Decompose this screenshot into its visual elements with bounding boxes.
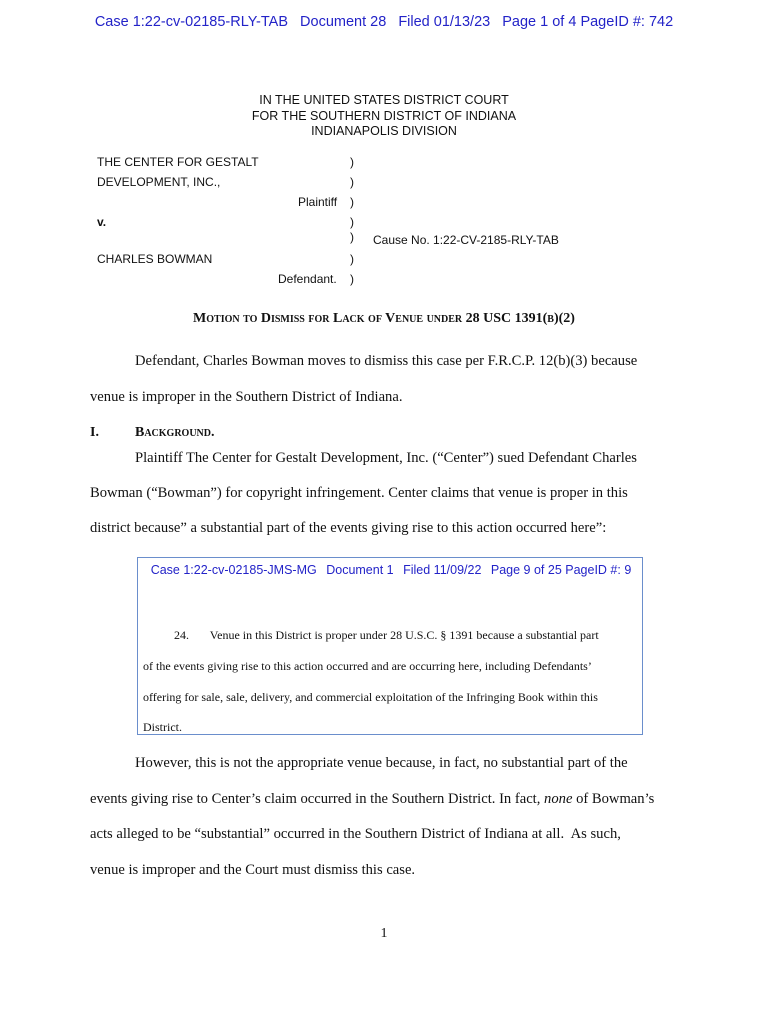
paragraph-2-line-3: district because” a substantial part of the events giving rise to this action occurred here”: (90, 520, 607, 536)
complaint-excerpt-image (137, 557, 643, 735)
paragraph-3-line-2-start: events giving rise to Center’s claim occurred in the Southern District. In fact, (90, 791, 545, 807)
excerpt-line-1: 24. Venue in this District is proper under 28 U.S.C. § 1391 because a substantial part (174, 628, 599, 642)
excerpt-stamp-case-number: Case 1:22-cv-02185-JMS-MG (150, 563, 317, 577)
caption-paren: ) (350, 252, 354, 266)
stamp-page-info: Page 1 of 4 PageID #: 742 (502, 14, 674, 30)
excerpt-ecf-stamp (138, 563, 644, 577)
excerpt-stamp-page-info: Page 9 of 25 PageID #: 9 (490, 563, 632, 577)
excerpt-stamp-document-number: Document 1 (326, 563, 394, 577)
page-number: 1 (380, 926, 388, 941)
caption-paren: ) (350, 195, 354, 209)
paragraph-2-line-2: Bowman (“Bowman”) for copyright infringement. Center claims that venue is proper in this (90, 485, 628, 501)
ecf-header-stamp (0, 14, 768, 30)
stamp-case-number: Case 1:22-cv-02185-RLY-TAB (94, 14, 288, 30)
court-name-line-2: FOR THE SOUTHERN DISTRICT OF INDIANA (251, 109, 517, 123)
section-number: I. (90, 425, 99, 440)
motion-title: Motion to Dismiss for Lack of Venue under 28 USC 1391(b)(2) (193, 311, 575, 326)
plaintiff-name-line-2: DEVELOPMENT, INC., (97, 175, 221, 189)
paragraph-1-line-1: Defendant, Charles Bowman moves to dismiss this case per F.R.C.P. 12(b)(3) because (135, 353, 638, 369)
defendant-label: Defendant. (278, 272, 337, 286)
emphasis-none: none (544, 791, 573, 807)
excerpt-line-4: District. (143, 720, 182, 734)
paragraph-1-line-2: venue is improper in the Southern District of Indiana. (90, 389, 403, 405)
caption-paren: ) (350, 272, 354, 286)
defendant-name: CHARLES BOWMAN (97, 252, 213, 266)
excerpt-line-2: of the events giving rise to this action occurred and are occurring here, including Defendants’ (143, 659, 592, 673)
versus-label: v. (97, 215, 107, 229)
excerpt-stamp-filed-date: Filed 11/09/22 (403, 563, 482, 577)
paragraph-3-line-3: acts alleged to be “substantial” occurred in the Southern District of Indiana at all. As such, (90, 826, 621, 842)
caption-paren: ) (350, 175, 354, 189)
caption-paren: ) (350, 215, 354, 229)
stamp-document-number: Document 28 (300, 14, 387, 30)
paragraph-2-line-1: Plaintiff The Center for Gestalt Development, Inc. (“Center”) sued Defendant Charles (135, 450, 637, 466)
plaintiff-name-line-1: THE CENTER FOR GESTALT (97, 155, 259, 169)
paragraph-3-line-2 (90, 791, 654, 808)
paragraph-3-line-2-end: of Bowman’s (572, 791, 655, 807)
caption-paren: ) (350, 230, 354, 244)
section-heading: Background. (135, 425, 215, 440)
paragraph-3-line-1: However, this is not the appropriate venue because, in fact, no substantial part of the (135, 755, 628, 771)
stamp-filed-date: Filed 01/13/23 (398, 14, 491, 30)
cause-number: Cause No. 1:22-CV-2185-RLY-TAB (373, 233, 559, 247)
court-name-line-1: IN THE UNITED STATES DISTRICT COURT (259, 93, 509, 107)
court-division: INDIANAPOLIS DIVISION (311, 124, 457, 138)
caption-paren: ) (350, 155, 354, 169)
paragraph-3-line-4: venue is improper and the Court must dismiss this case. (90, 862, 416, 878)
plaintiff-label: Plaintiff (298, 195, 338, 209)
excerpt-line-3: offering for sale, sale, delivery, and commercial exploitation of the Infringing Book within this (143, 690, 598, 704)
